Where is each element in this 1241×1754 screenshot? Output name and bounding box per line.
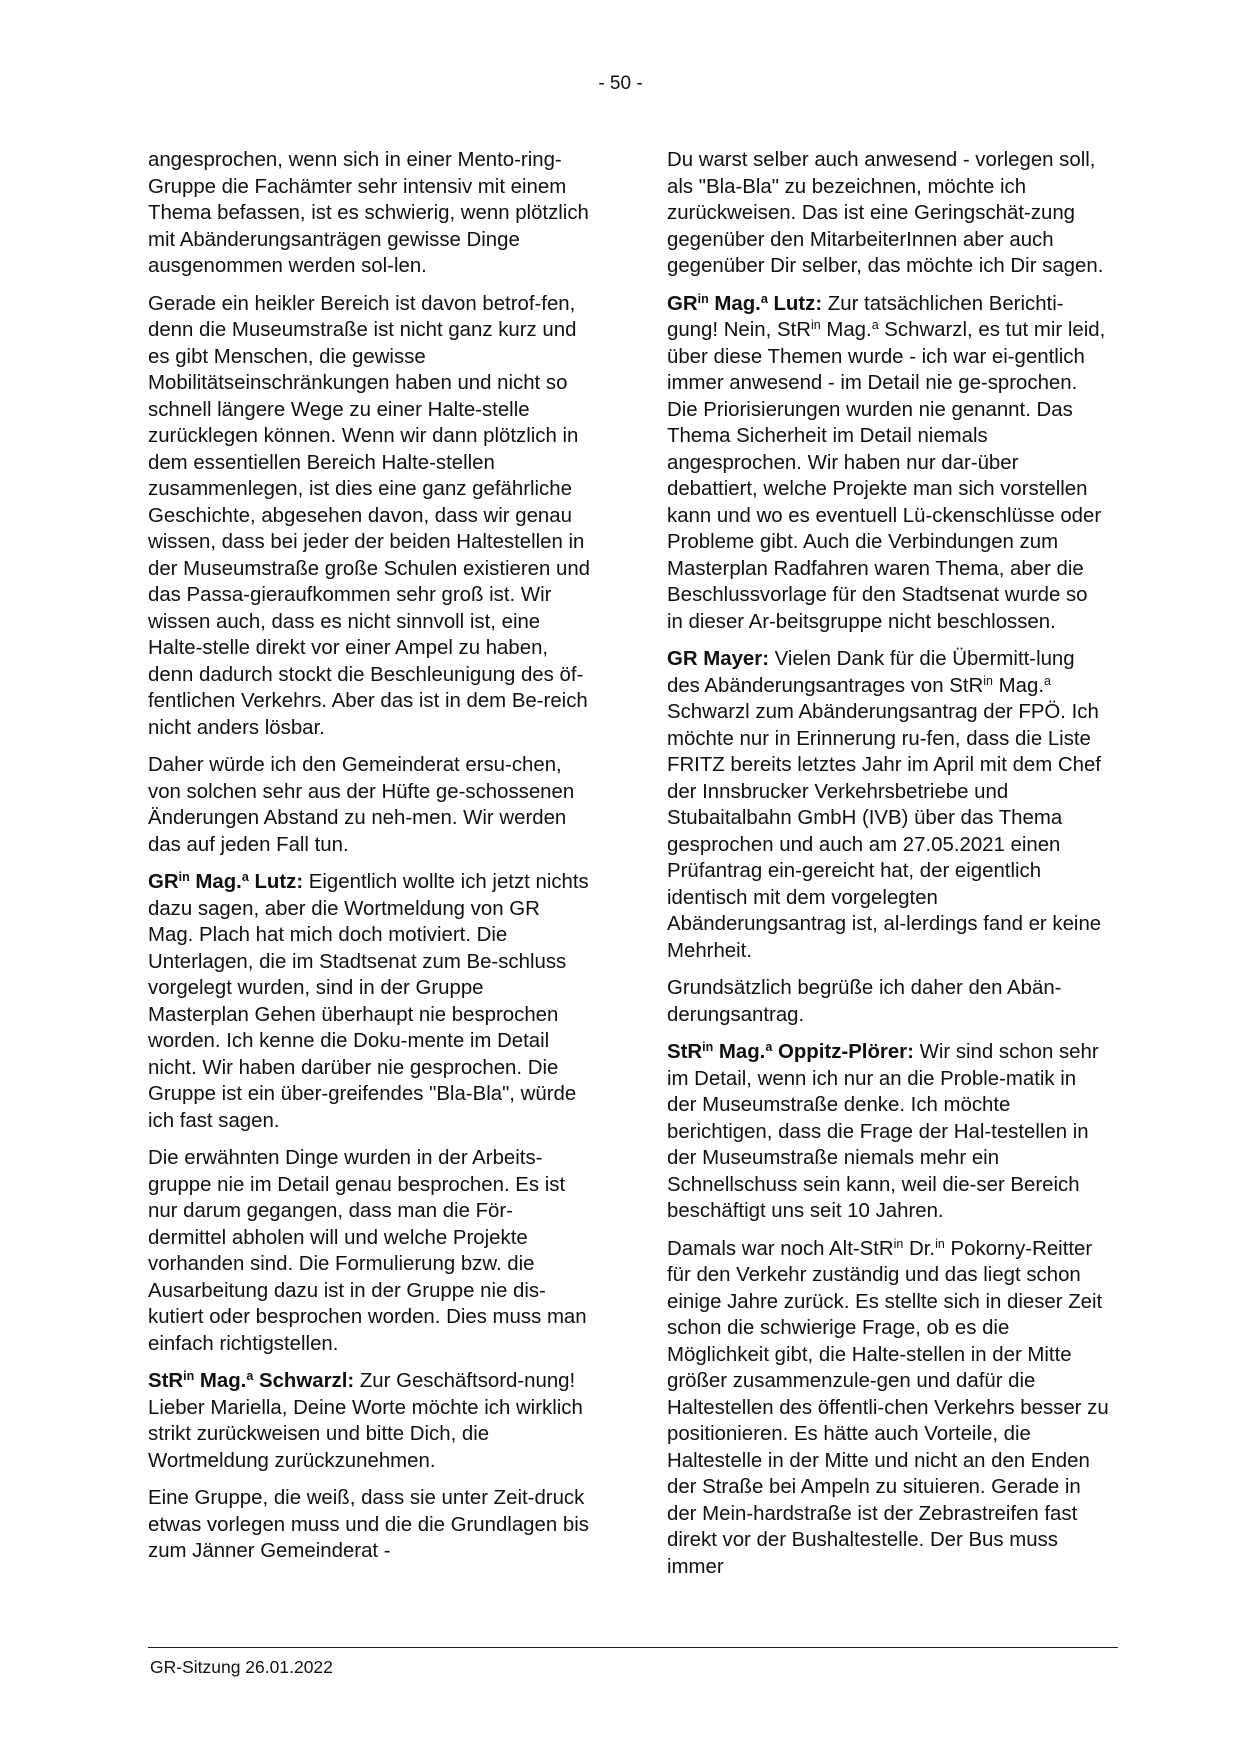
paragraph: Gerade ein heikler Bereich ist davon betrof-fen, denn die Museumstraße ist nicht ganz kurz und es gibt Menschen, die gewisse Mobilitätseinschränkungen haben und nicht so schnell längere Wege zu einer Halte-stelle zurücklegen können. Wenn wir dann plötzlich in dem essentiellen Bereich Halte-stellen zusammenlegen, ist dies eine ganz gefährliche Geschichte, abgesehen davon, dass wir genau wissen, dass bei jeder der beiden Haltestellen in der Museumstraße große Schulen existieren und das Passa-gieraufkommen sehr groß ist. Wir wissen auch, dass es nicht sinnvoll ist, eine Halte-stelle direkt vor einer Ampel zu haben, denn dadurch stockt die Beschleunigung des öf-fentlichen Verkehrs. Aber das ist in dem Be-reich nicht anders lösbar. <box>148 292 591 739</box>
paragraph: Die erwähnten Dinge wurden in der Arbeits-gruppe nie im Detail genau besprochen. Es ist nur darum gegangen, dass man die För-dermittel abholen will und welche Projekte vorhanden sind. Die Formulierung bzw. die Ausarbeitung dazu ist in der Gruppe nie dis-kutiert oder besprochen worden. Dies muss man einfach richtigstellen. <box>148 1147 587 1355</box>
paragraph: Grundsätzlich begrüße ich daher den Abän-derungsantrag. <box>667 977 1062 1026</box>
speaker-name: GR Mayer: <box>667 648 769 670</box>
right-column <box>667 147 1109 1591</box>
left-column <box>148 147 590 1576</box>
speaker-paragraph: StR$^{in}$ Mag.$^a$ Schwarzl: Zur Geschäftsord-nung! Lieber Mariella, Deine Worte möchte ich wirklich strikt zurückweisen und bitte Dich, die Wortmeldung zurückzunehmen. <box>148 1369 583 1472</box>
paragraph: Du warst selber auch anwesend - vorlegen soll, als "Bla-Bla" zu bezeichnen, möchte ich zurückweisen. Das ist eine Geringschät-zung gegenüber den MitarbeiterInnen aber auch gegenüber Dir selber, das möchte ich Dir sagen. <box>667 149 1104 277</box>
speaker-paragraph: StR$^{in}$ Mag.$^a$ Oppitz-Plörer: Wir sind schon sehr im Detail, wenn ich nur an die Proble-matik in der Museumstraße denke. Ich möchte berichtigen, dass die Frage der Hal-testellen in der Museumstraße niemals mehr ein Schnellschuss sein kann, weil die-ser Bereich beschäftigt uns seit 10 Jahren. <box>667 1040 1099 1222</box>
page-number: - 50 - <box>598 73 643 94</box>
speaker-name: $GR^{in}$ Mag.$^a$ Lutz: <box>667 291 823 315</box>
paragraph: Damals war noch Alt-StR$^{in}$ Dr.$^{in}$ Pokorny-Reitter für den Verkehr zuständig und das liegt schon einige Jahre zurück. Es stellte sich in dieser Zeit schon die schwierige Frage, ob es die Möglichkeit gibt, die Halte-stellen in der Mitte größer zusammenzule-gen und dafür die Haltestellen des öffentli-chen Verkehrs besser zu positionieren. Es hätte auch Vorteile, die Haltestelle in der Mitte und nicht an den Enden der Straße bei Ampeln zu situieren. Gerade in der Mein-hardstraße ist der Zebrastreifen fast direkt vor der Bushaltestelle. Der Bus muss immer <box>667 1236 1109 1578</box>
speaker-name: StR$^{in}$ Mag.$^a$ Schwarzl: <box>148 1369 355 1392</box>
speaker-name: StR$^{in}$ Mag.$^a$ Oppitz-Plörer: <box>667 1040 914 1063</box>
paragraph: Eine Gruppe, die weiß, dass sie unter Zeit-druck etwas vorlegen muss und die die Grundlagen bis zum Jänner Gemeinderat - <box>148 1487 589 1562</box>
speaker-paragraph: $GR^{in}$ Mag.$^a$ Lutz: Eigentlich wollte ich jetzt nichts dazu sagen, aber die Wortmeldung von GR Mag. Plach hat mich doch motiviert. Die Unterlagen, die im Stadtsenat zum Be-schluss vorgelegt wurden, sind in der Gruppe Masterplan Gehen überhaupt nie besprochen worden. Ich kenne die Doku-mente im Detail nicht. Wir haben darüber nie gesprochen. Die Gruppe ist ein über-greifendes "Bla-Bla", würde ich fast sagen. <box>148 870 589 1132</box>
paragraph: Daher würde ich den Gemeinderat ersu-chen, von solchen sehr aus der Hüfte ge-schossenen Änderungen Abstand zu neh-men. Wir werden das auf jeden Fall tun. <box>148 754 575 856</box>
paragraph: angesprochen, wenn sich in einer Mento-ring-Gruppe die Fachämter sehr intensiv mit einem Thema befassen, ist es schwierig, wenn plötzlich mit Abänderungsanträgen gewisse Dinge ausgenommen werden sol-len. <box>148 149 589 277</box>
footer-session-date: GR-Sitzung 26.01.2022 <box>150 1657 333 1677</box>
speaker-name: $GR^{in}$ Mag.$^a$ Lutz: <box>148 870 304 893</box>
footer-divider <box>148 1647 1118 1648</box>
speaker-paragraph: GR Mayer: Vielen Dank für die Übermitt-lung des Abänderungsantrages von StR$^{in}$ Mag.$^a$ Schwarzl zum Abänderungsantrag der FPÖ. Ich möchte nur in Erinnerung ru-fen, dass die Liste FRITZ bereits letztes Jahr im April mit dem Chef der Innsbrucker Verkehrsbetriebe und Stubaitalbahn GmbH (IVB) über das Thema gesprochen und auch am 27.05.2021 einen Prüfantrag ein-gereicht hat, der eigentlich identisch mit dem vorgelegten Abänderungsantrag ist, al-lerdings fand er keine Mehrheit. <box>667 648 1102 962</box>
speaker-paragraph: $GR^{in}$ Mag.$^a$ Lutz: Zur tatsächlichen Berichti-gung! Nein, StR$^{in}$ Mag.$^a$ Schwarzl, es tut mir leid, über diese Themen wurde - ich war ei-gentlich immer anwesend - im Detail nie ge-sprochen. Die Priorisierungen wurden nie genannt. Das Thema Sicherheit im Detail niemals angesprochen. Wir haben nur dar-über debattiert, welche Projekte man sich vorstellen kann und wo es eventuell Lü-ckenschlüsse oder Probleme gibt. Auch die Verbindungen zum Masterplan Radfahren waren Thema, aber die Beschlussvorlage für den Stadtsenat wurde so in dieser Ar-beitsgruppe nicht beschlossen. <box>667 291 1106 633</box>
